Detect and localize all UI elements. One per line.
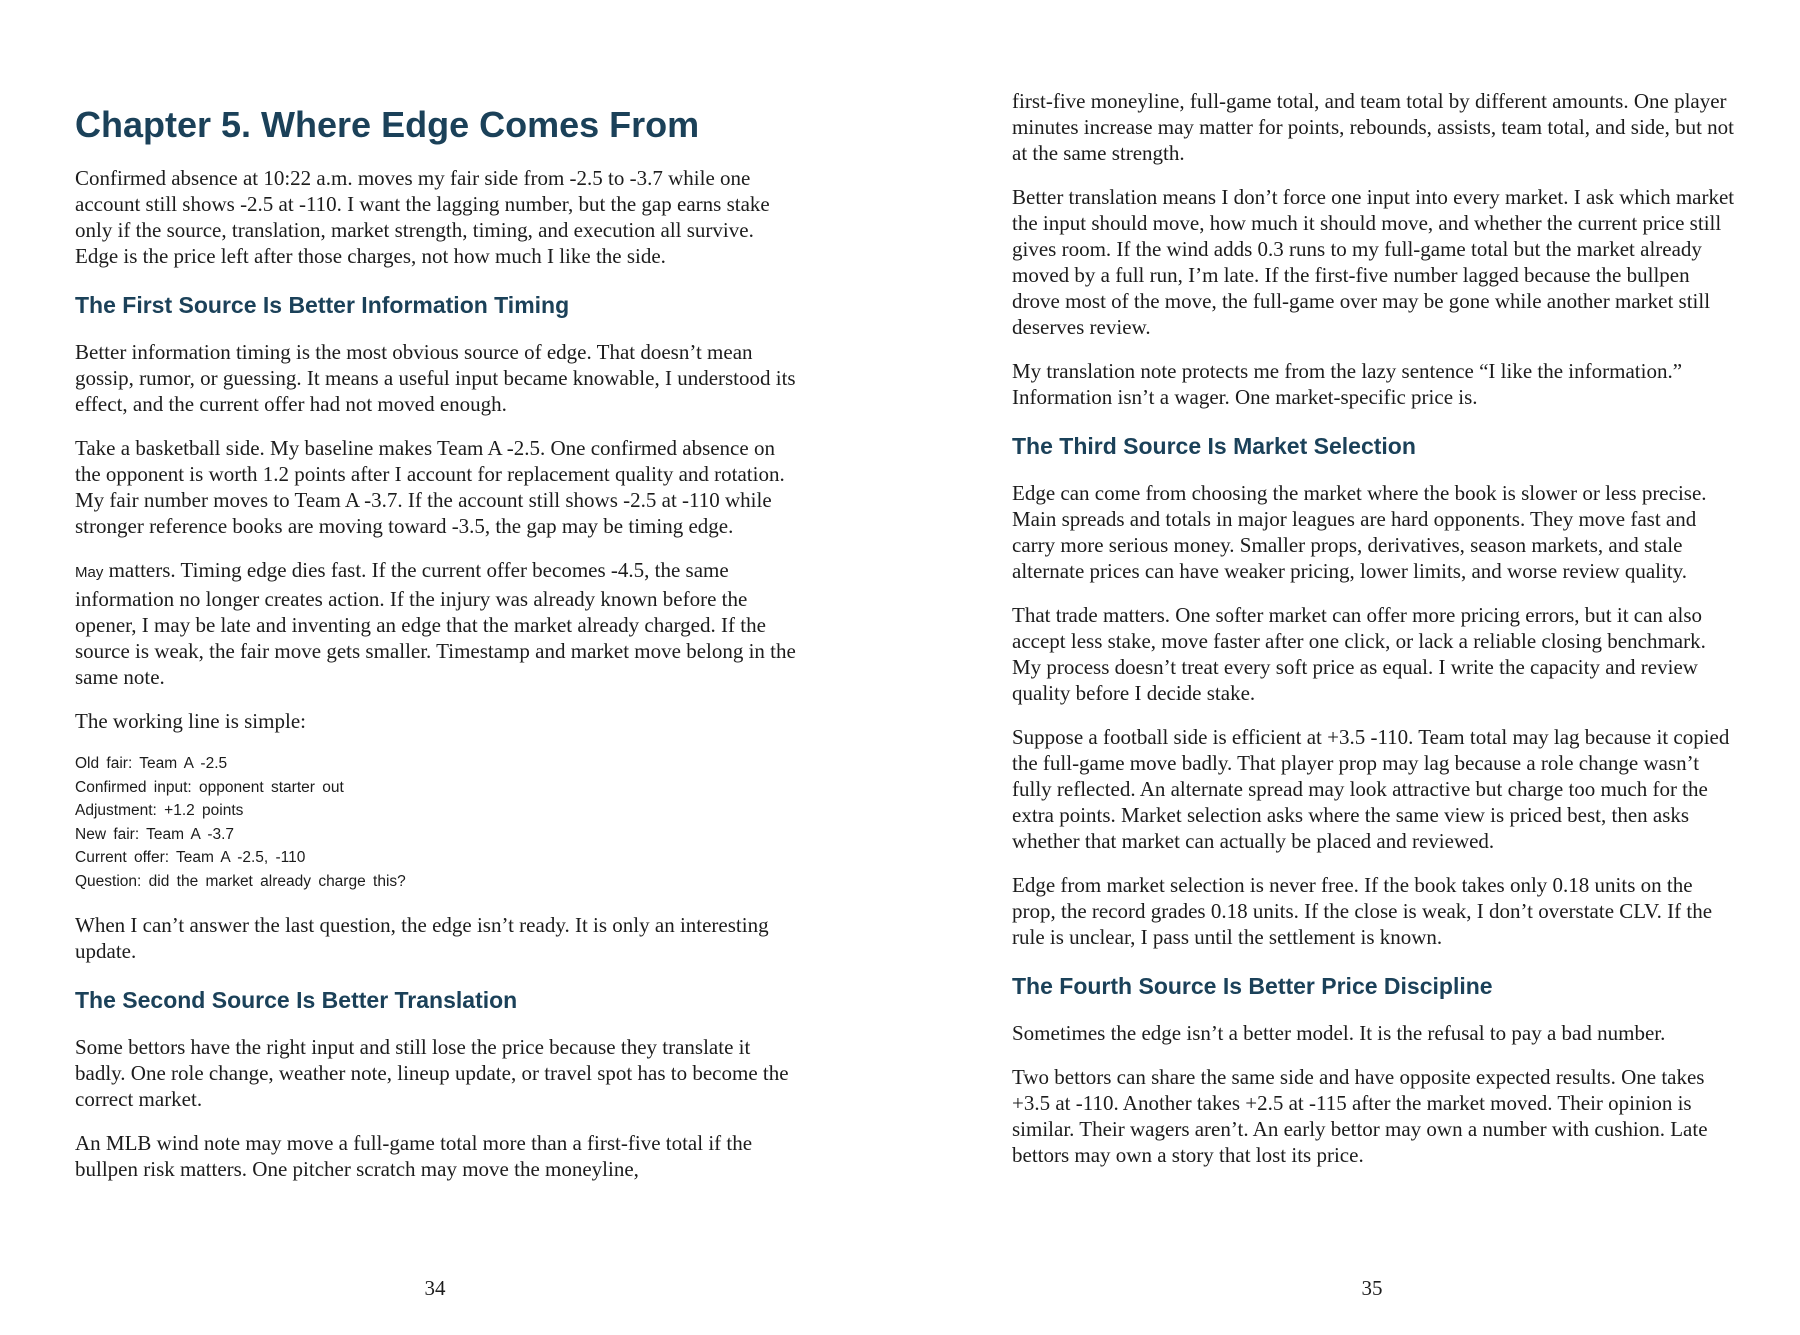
working-line: Confirmed input: opponent starter out bbox=[75, 778, 344, 796]
working-line: Question: did the market already charge this? bbox=[75, 872, 406, 890]
paragraph: My translation note protects me from the lazy sentence “I like the information.” Information isn’t a wager. One market-specific price is. bbox=[1012, 359, 1683, 409]
page-number-left: 34 bbox=[424, 1276, 446, 1300]
paragraph bbox=[75, 557, 800, 690]
paragraph: Edge from market selection is never free. If the book takes only 0.18 units on the prop, the record grades 0.18 units. If the close is weak, I don’t overstate CLV. If the rule is unclear, I pass until the settlement is known. bbox=[1012, 873, 1713, 949]
paragraph: Some bettors have the right input and still lose the price because they translate it badly. One role change, weather note, lineup update, or travel spot has to become the correct market. bbox=[75, 1034, 789, 1111]
paragraph: When I can’t answer the last question, the edge isn’t ready. It is only an interesting update. bbox=[75, 912, 769, 963]
working-line-block bbox=[75, 752, 800, 894]
paragraph: Better information timing is the most obvious source of edge. That doesn’t mean gossip, rumor, or guessing. It means a useful input became knowable, I understood its effect, and the current offer had not moved enough. bbox=[75, 340, 796, 416]
section-heading-price-discipline: The Fourth Source Is Better Price Discipline bbox=[1012, 973, 1493, 999]
intro-paragraph: Confirmed absence at 10:22 a.m. moves my fair side from -2.5 to -3.7 while one account still shows -2.5 at -110. I want the lagging number, but the gap earns stake only if the source, translation, market strength, timing, and execution all survive. Edge is the price left after those charges, not how much I like the side. bbox=[75, 166, 770, 268]
paragraph: first-five moneyline, full-game total, and team total by different amounts. One player minutes increase may matter for points, rebounds, assists, team total, and side, but not at the same strength. bbox=[1012, 89, 1735, 165]
paragraph: That trade matters. One softer market can offer more pricing errors, but it can also accept less stake, move faster after one click, or lack a reliable closing benchmark. My process doesn’t treat every soft price as equal. I write the capacity and review quality before I decide stake. bbox=[1012, 603, 1706, 705]
section-heading-translation: The Second Source Is Better Translation bbox=[75, 986, 518, 1013]
working-line: Old fair: Team A -2.5 bbox=[75, 755, 228, 772]
paragraph: Suppose a football side is efficient at +3.5 -110. Team total may lag because it copied the full-game move badly. That player prop may lag because a role change wasn’t fully reflected. An alternate spread may look attractive but charge too much for the extra points. Market selection asks where the same view is priced best, then asks whether that market can actually be placed and reviewed. bbox=[1012, 725, 1730, 853]
section-heading-market-selection: The Third Source Is Market Selection bbox=[1012, 433, 1416, 459]
right-page bbox=[1012, 0, 1737, 1186]
left-page bbox=[75, 0, 800, 1200]
paragraph: An MLB wind note may move a full-game total more than a first-five total if the bullpen risk matters. One pitcher scratch may move the moneyline, bbox=[75, 1130, 753, 1181]
working-line: New fair: Team A -3.7 bbox=[75, 825, 235, 843]
working-line: Adjustment: +1.2 points bbox=[75, 802, 244, 820]
section-heading-information-timing: The First Source Is Better Information Timing bbox=[75, 292, 570, 318]
page-number-right: 35 bbox=[1361, 1276, 1383, 1300]
paragraph: Sometimes the edge isn’t a better model. It is the refusal to pay a bad number. bbox=[1012, 1021, 1666, 1045]
paragraph: The working line is simple: bbox=[75, 709, 306, 733]
paragraph-body: matters. Timing edge dies fast. If the current offer becomes -4.5, the same information no longer creates action. If the injury was already known before the opener, I may be late and inventing an edge that the market already charged. If the source is weak, the fair move gets smaller. Timestamp and market move belong in the same note. bbox=[75, 558, 796, 689]
paragraph: Take a basketball side. My baseline makes Team A -2.5. One confirmed absence on the opponent is worth 1.2 points after I account for replacement quality and rotation. My fair number moves to Team A -3.7. If the account still shows -2.5 at -110 while stronger reference books are moving toward -3.5, the gap may be timing edge. bbox=[75, 436, 785, 538]
paragraph: Better translation means I don’t force one input into every market. I ask which market the input should move, how much it should move, and whether the current price still gives room. If the wind adds 0.3 runs to my full-game total but the market already moved by a full run, I’m late. If the first-five number lagged because the bullpen drove most of the move, the full-game over may be gone while another market still deserves review. bbox=[1012, 185, 1735, 339]
chapter-title: Chapter 5. Where Edge Comes From bbox=[75, 104, 700, 145]
paragraph: Edge can come from choosing the market where the book is slower or less precise. Main spreads and totals in major leagues are hard opponents. They move fast and carry more serious money. Smaller props, derivatives, season markets, and stale alternate prices can have weaker pricing, lower limits, and worse review quality. bbox=[1012, 481, 1707, 583]
working-line: Current offer: Team A -2.5, -110 bbox=[75, 849, 306, 867]
paragraph-lead-word: May bbox=[75, 564, 104, 581]
paragraph: Two bettors can share the same side and have opposite expected results. One takes +3.5 at -110. Another takes +2.5 at -115 after the market moved. Their opinion is similar. Their wagers aren’t. An early bettor may own a number with cushion. Late bettors may own a story that lost its price. bbox=[1012, 1065, 1708, 1167]
